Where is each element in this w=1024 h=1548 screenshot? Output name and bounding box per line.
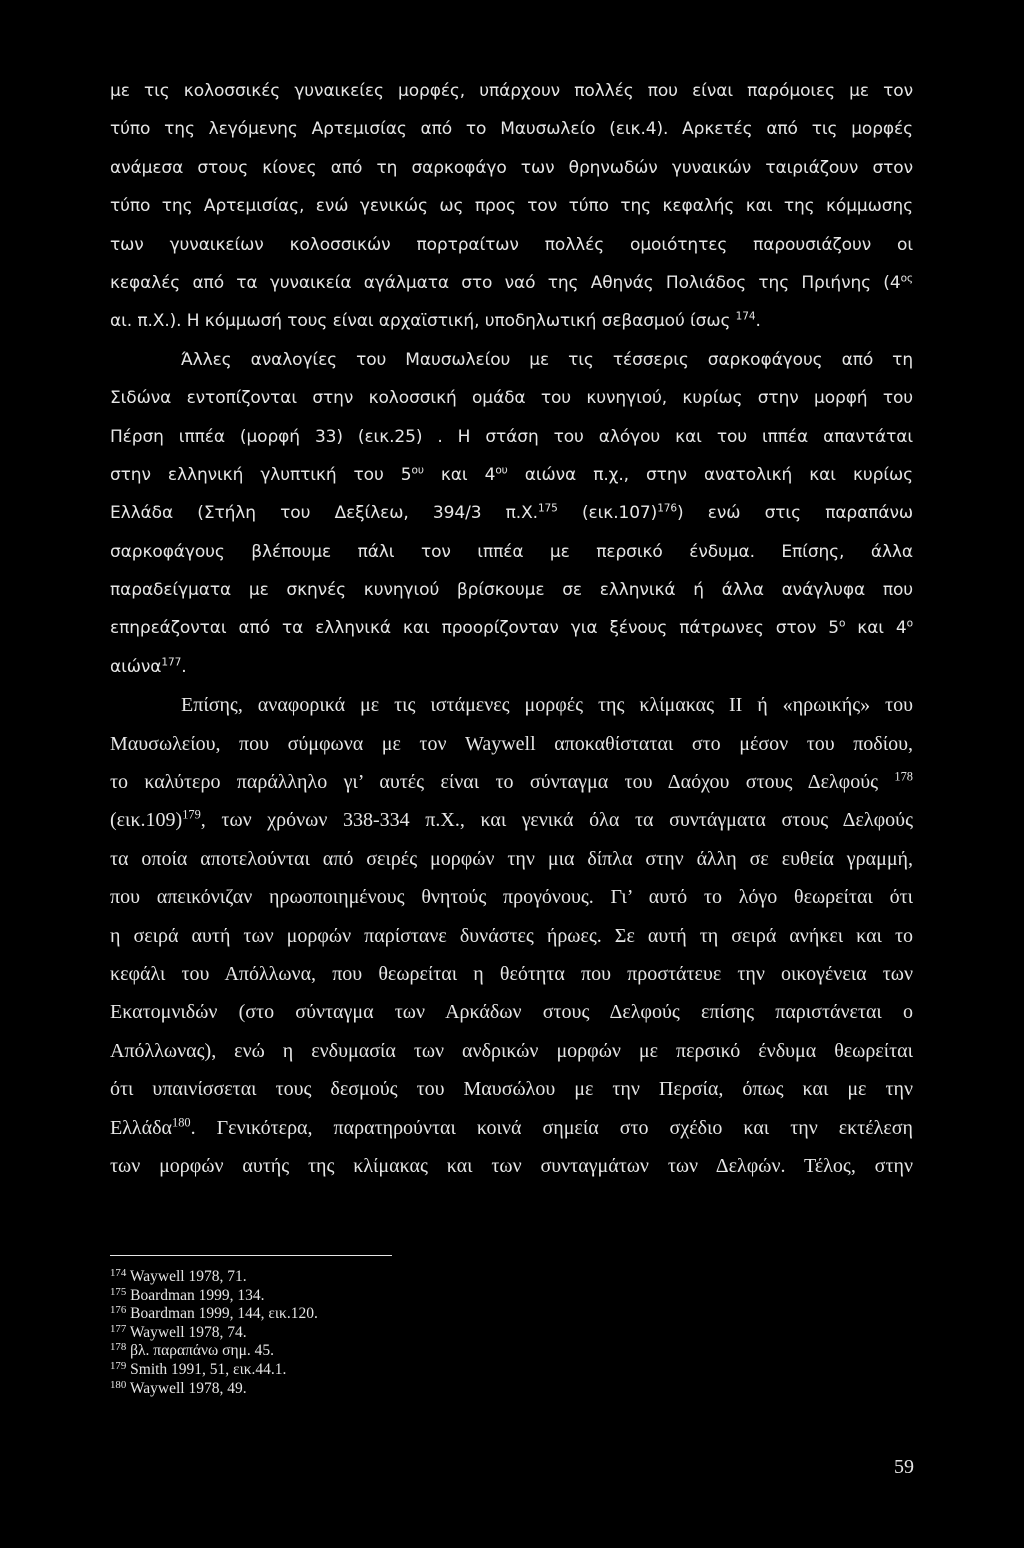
footnote-ref: 179	[182, 807, 201, 822]
footnote-text: Smith 1991, 51, εικ.44.1.	[126, 1360, 287, 1378]
text-line: Ελλάδα$^{180}$. Γενικότερα, παρατηρούνται κοινά σημεία στο σχέδιο και την εκτέλεση	[110, 1115, 913, 1139]
text-line: με τις κολοσσικές γυναικείες μορφές, υπάρχουν πολλές που είναι παρόμοιες με τον	[110, 81, 913, 101]
page-number: 59	[894, 1456, 914, 1478]
text-line: των γυναικείων κολοσσικών πορτραίτων πολλές ομοιότητες παρουσιάζουν οι	[110, 234, 913, 255]
text-line: ανάμεσα στους κίονες από τη σαρκοφάγο των θρηνωδών γυναικών ταιριάζουν στον	[110, 157, 913, 178]
footnote-number: 179	[110, 1360, 127, 1373]
body-text	[110, 72, 913, 1185]
footnote-ref: 177	[161, 656, 182, 669]
text-line: κεφαλές από τα γυναικεία αγάλματα στο ναό της Αθηνάς Πολιάδος της Πριήνης ($4^{o\varsigma}$	[110, 272, 913, 293]
text-line: αιώνα$^{177}$.	[110, 656, 187, 677]
footnote-number: 175	[110, 1285, 127, 1298]
footnote	[110, 1268, 710, 1287]
text-line: Επίσης, αναφορικά με τις ιστάμενες μορφές της κλίμακας ΙΙ ή «ηρωικής» του	[181, 694, 913, 717]
superscript: ο	[838, 618, 846, 631]
footnote	[110, 1380, 710, 1399]
footnote-ref: 180	[172, 1115, 191, 1130]
text-line: των μορφών αυτής της κλίμακας και των συνταγμάτων των Δελφών. Τέλος, στην	[110, 1154, 913, 1177]
footnote-text: Waywell 1978, 49.	[126, 1379, 247, 1397]
text-line: η σειρά αυτή των μορφών παρίστανε δυνάστες ήρωες. Σε αυτή τη σειρά ανήκει και το	[110, 924, 913, 947]
text-line: Απόλλωνας), ενώ η ενδυμασία των ανδρικών μορφών με περσικό ένδυμα θεωρείται	[110, 1039, 913, 1062]
text-line: το καλύτερο παράλληλο γι’ αυτές είναι το σύνταγμα του Δαόχου στους Δελφούς $^{178}$	[110, 769, 913, 794]
footnote-text: Waywell 1978, 74.	[126, 1323, 247, 1341]
footnote-text: βλ. παραπάνω σημ. 45.	[126, 1342, 275, 1360]
footnote-text: Boardman 1999, 144, εικ.120.	[126, 1305, 318, 1323]
text-line: σαρκοφάγους βλέπουμε πάλι τον ιππέα με περσικό ένδυμα. Επίσης, άλλα	[110, 541, 913, 562]
text-line: Σιδώνα εντοπίζονται στην κολοσσική ομάδα του κυνηγιού, κυρίως στην μορφή του	[110, 388, 913, 409]
text-line: Πέρση ιππέα (μορφή 33) (εικ.25) . Η στάση του αλόγου και του ιππέα απαντάται	[110, 426, 913, 447]
text-line: Άλλες αναλογίες του Μαυσωλείου με τις τέσσερις σαρκοφάγους από τη	[181, 349, 913, 370]
superscript: ο	[906, 618, 913, 631]
text-line: Ελλάδα (Στήλη του Δεξίλεω, 394/3 π.Χ.$^{175}$ $(\varepsilon\iota\kappa.107)^{176}$) ενώ στις παραπάνω	[110, 502, 914, 524]
text-line: Μαυσωλείου, που σύμφωνα με τον Waywell αποκαθίσταται στο μέσον του ποδίου,	[110, 732, 913, 755]
text-line: τύπο της Αρτεμισίας, ενώ γενικώς ως προς τον τύπο της κεφαλής και της κόμμωσης	[110, 196, 913, 217]
footnote-ref: 175	[537, 502, 558, 515]
footnote	[110, 1361, 710, 1380]
footnote-number: 176	[110, 1304, 127, 1317]
superscript: ος	[900, 272, 913, 285]
footnote	[110, 1287, 710, 1306]
text-line: επηρεάζονται από τα ελληνικά και προορίζονταν για ξένους πάτρωνες στον $5^o$ και $4^o$	[110, 618, 913, 639]
footnote-number: 178	[110, 1341, 127, 1354]
text-line: Εκατομνιδών (στο σύνταγμα των Αρκάδων στους Δελφούς επίσης παριστάνεται ο	[110, 1001, 913, 1024]
footnote-ref: 178	[894, 769, 913, 784]
footnote-ref: 174	[735, 311, 756, 324]
superscript: ου	[411, 464, 424, 477]
text-line: παραδείγματα με σκηνές κυνηγιού βρίσκουμε σε ελληνικά ή άλλα ανάγλυφα που	[110, 580, 913, 601]
footnote-number: 177	[110, 1322, 127, 1335]
footnote-number: 180	[110, 1378, 127, 1391]
footnote-text: Boardman 1999, 134.	[126, 1286, 265, 1304]
footnote-text: Waywell 1978, 71.	[126, 1268, 247, 1285]
text-line: τύπο της λεγόμενης Αρτεμισίας από το Μαυσωλείο (εικ.4). Αρκετές από τις μορφές	[110, 119, 913, 140]
superscript: ου	[495, 464, 508, 477]
footnote	[110, 1324, 710, 1343]
footnotes	[110, 1268, 710, 1398]
text-line: ότι υπαινίσσεται τους δεσμούς του Μαυσώλου με την Περσία, όπως και με την	[110, 1078, 913, 1101]
text-line: $(\varepsilon\iota\kappa.109)^{179}$, των χρόνων 338-334 π.Χ., και γενικά όλα τα συντάγματα στους Δελφούς	[110, 807, 913, 832]
text-line: στην ελληνική γλυπτική του $5^{o\upsilon}$ και $4^{o\upsilon}$ αιώνα π.χ., στην ανατολική και κυρίως	[110, 464, 913, 485]
footnote-separator	[110, 1255, 392, 1256]
text-line: αι. π.Χ.). Η κόμμωσή τους είναι αρχαϊστική, υποδηλωτική σεβασμού ίσως $^{174}$.	[110, 311, 761, 332]
footnote-ref: 176	[657, 502, 677, 515]
text-line: τα οποία αποτελούνται από σειρές μορφών την μια δίπλα στην άλλη σε ευθεία γραμμή,	[110, 847, 913, 870]
footnote	[110, 1342, 710, 1361]
text-line: που απεικόνιζαν ηρωοποιημένους θνητούς προγόνους. Γι’ αυτό το λόγο θεωρείται ότι	[110, 886, 913, 909]
text-line: κεφάλι του Απόλλωνα, που θεωρείται η θεότητα που προστάτευε την οικογένεια των	[110, 962, 913, 985]
footnote-number: 174	[110, 1267, 127, 1280]
footnote	[110, 1305, 710, 1324]
